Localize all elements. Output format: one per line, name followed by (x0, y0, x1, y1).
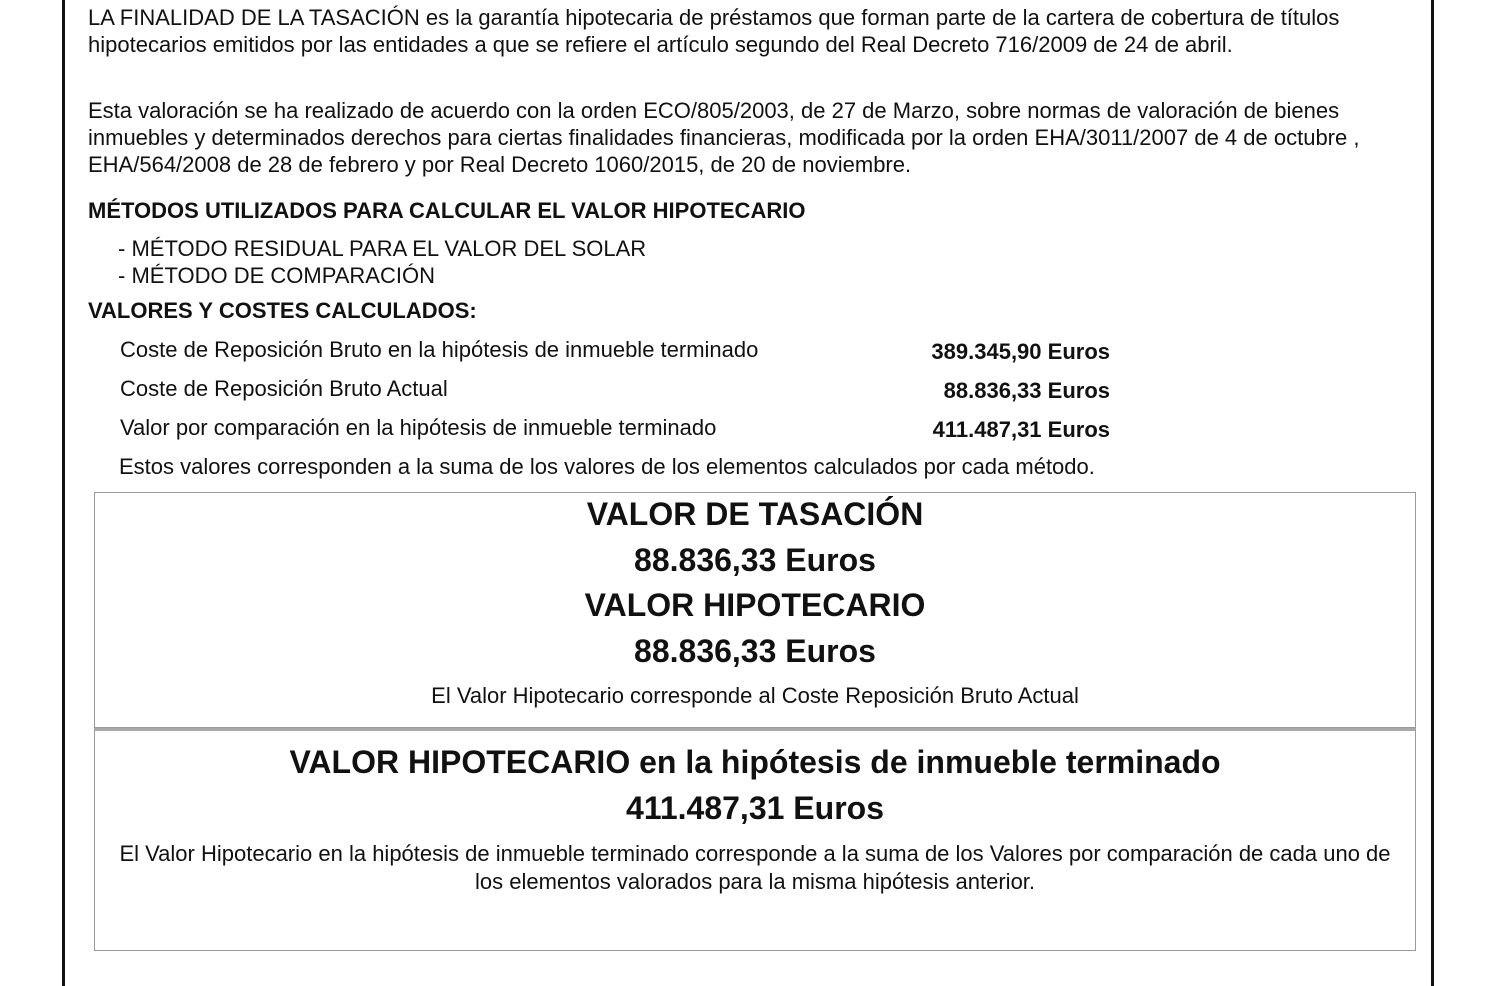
method-item-residual: - MÉTODO RESIDUAL PARA EL VALOR DEL SOLAR (118, 236, 647, 261)
terminado-title: VALOR HIPOTECARIO en la hipótesis de inmueble terminado (289, 744, 1221, 780)
value-label: Coste de Reposición Bruto Actual (120, 376, 448, 401)
terminado-amount: 411.487,31 Euros (626, 790, 884, 826)
methods-heading: MÉTODOS UTILIZADOS PARA CALCULAR EL VALOR HIPOTECARIO (88, 198, 806, 223)
hipotecario-note: El Valor Hipotecario corresponde al Coste Reposición Bruto Actual (431, 683, 1079, 708)
valuation-summary-box (94, 492, 1416, 728)
terminado-note: El Valor Hipotecario en la hipótesis de inmueble terminado corresponde a la suma de los Valores por comparación de cada uno de los elementos valorados para la misma hipótesis anterior. (119, 841, 1391, 894)
value-row-comparacion-terminado (120, 413, 1110, 443)
tasacion-amount: 88.836,33 Euros (634, 542, 876, 578)
normativa-paragraph: Esta valoración se ha realizado de acuerdo con la orden ECO/805/2003, de 27 de Marzo, sobre normas de valoración de bienes inmuebles y determinados derechos para ciertas finalidades financieras, modificada por la orden EHA/3011/2007 de 4 de octubre , EHA/564/2008 de 28 de febrero y por Real Decreto 1060/2015, de 20 de noviembre. (88, 98, 1360, 177)
hipotecario-title: VALOR HIPOTECARIO (584, 587, 926, 623)
value-row-crb-actual (120, 374, 1110, 404)
value-row-crb-terminado (120, 335, 1110, 365)
terminado-summary-box (94, 728, 1416, 951)
tasacion-title: VALOR DE TASACIÓN (586, 496, 924, 532)
values-note: Estos valores corresponden a la suma de los valores de los elementos calculados por cada método. (119, 454, 1095, 479)
finalidad-paragraph: LA FINALIDAD DE LA TASACIÓN es la garantía hipotecaria de préstamos que forman parte de la cartera de cobertura de títulos hipotecarios emitidos por las entidades a que se refiere el artículo segundo del Real Decreto 716/2009 de 24 de abril. (88, 5, 1340, 57)
values-heading: VALORES Y COSTES CALCULADOS: (88, 298, 477, 323)
value-label: Valor por comparación en la hipótesis de inmueble terminado (120, 415, 717, 440)
method-item-comparacion: - MÉTODO DE COMPARACIÓN (118, 263, 435, 288)
hipotecario-amount: 88.836,33 Euros (634, 633, 876, 669)
value-amount: 389.345,90 Euros (931, 339, 1110, 364)
value-label: Coste de Reposición Bruto en la hipótesis de inmueble terminado (120, 337, 759, 362)
value-amount: 411.487,31 Euros (932, 417, 1110, 442)
value-amount: 88.836,33 Euros (943, 378, 1110, 403)
